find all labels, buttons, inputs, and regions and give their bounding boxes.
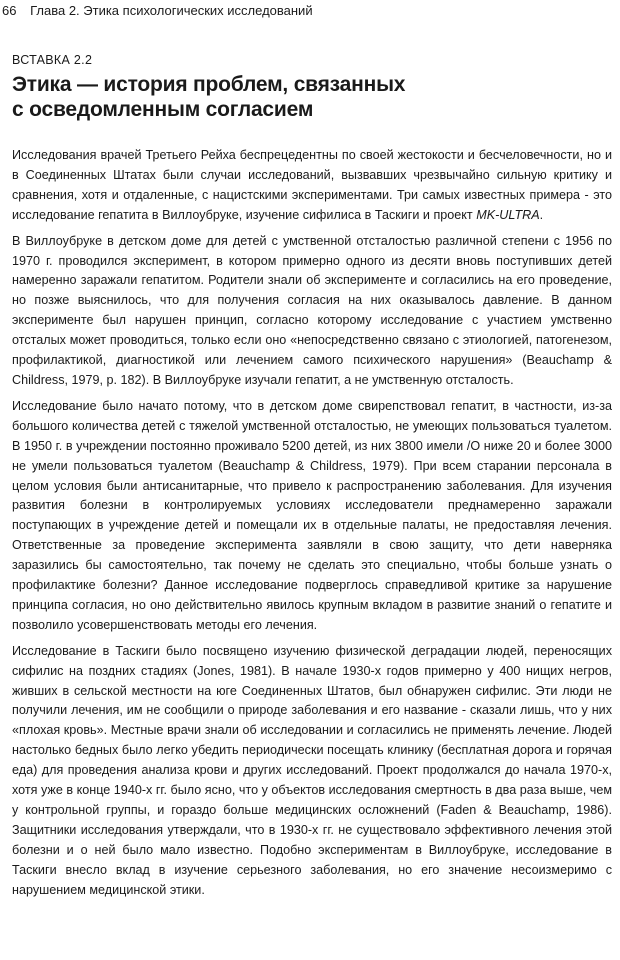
box-label: ВСТАВКА 2.2 [12,53,93,67]
paragraph [12,642,612,901]
paragraph [12,146,612,226]
body-text [12,146,612,901]
running-header [2,2,612,19]
paragraph [12,397,612,636]
running-title: Глава 2. Этика психологических исследований [30,3,313,18]
section-title-line: с осведомленным согласием [12,98,314,121]
paragraph-text: Исследование в Таскиги было посвящено изучению физической деградации людей, переносящих сифилис на поздних стадиях (Jones, 1981). В начале 1930-х годов примерно у 400 нищих негров, живших в сельской местности на юге Соединенных Штатов, был обнаружен сифилис. Эти люди не получили лечения, им не сообщили о природе заболевания и его название - сказали лишь, что у них «плохая кровь». Местные врачи знали об исследовании и согласились не применять лечение. Людей настолько бедных было легко убедить периодически посещать клинику (бесплатная дорога и горячая еда) для проведения анализа крови и других исследований. Проект продолжался до начала 1970-х, хотя уже в конце 1940-х гг. было ясно, что у объектов исследования смертность в два раза выше, чем у контрольной группы, и гораздо больше медицинских осложнений (Faden & Beauchamp, 1986). Защитники исследования утверждали, что в 1930-х гг. не существовало эффективного лечения этой болезни и о ней было мало известно. Подобно экспериментам в Виллоубруке, исследование в Таскиги внесло вклад в изучение серьезного заболевания, но его значение несоизмеримо с нарушением медицинской этики. [12,643,612,897]
page-number: 66 [2,3,17,18]
paragraph [12,232,612,391]
paragraph-tail: . [539,207,544,222]
paragraph-text: Исследование было начато потому, что в детском доме свирепствовал гепатит, в частности, из-за большого количества детей с тяжелой умственной отсталостью, не умеющих пользоваться туалетом. В 1950 г. в учреждении постоянно проживало 5200 детей, из них 3800 имели /О ниже 20 и более 3000 не умели пользоваться туалетом (Beauchamp & Childress, 1979). При всем старании персонала в целом условия были антисанитарные, что привело к распространению заболевания. Для изучения развития болезни в контролируемых условиях исследователи преднамеренно заражали поступающих в учреждение детей и помещали их в отдельные палаты, не предоставляя лечения. Ответственные за проведение эксперимента заявляли в свою защиту, что дети наверняка заразились бы самостоятельно, так почему не сделать это специально, чтобы больше узнать о профилактике болезни? Данное исследование подверглось справедливой критике за нарушение принципа согласия, но оно действительно явилось крупным вкладом в развитие знаний о гепатите и позволило усовершенствовать методы его лечения. [12,398,612,632]
italic-term: MK-ULTRA [476,207,540,222]
section-title [12,72,612,122]
section-title-line: Этика — история проблем, связанных [12,73,406,96]
paragraph-text: Исследования врачей Третьего Рейха беспрецедентны по своей жестокости и бесчеловечности, но и в Соединенных Штатах были случаи исследований, вызвавших чрезвычайно сильную критику и сравнения, хотя и отдаленные, с нацистскими экспериментами. Три самых известных примера - это исследование гепатита в Виллоубруке, изучение сифилиса в Таскиги и проект [12,148,612,222]
paragraph-text: В Виллоубруке в детском доме для детей с умственной отсталостью различной степени с 1956 по 1970 г. проводился эксперимент, в котором примерно одного из десяти вновь поступивших детей намеренно заражали гепатитом. Родители знали об эксперименте и согласились на его проведение, но позже выяснилось, что для получения согласия на них оказывалось давление. В данном эксперименте был нарушен принцип, согласно которому исследование с участием умственно отсталых может проводиться, только если оно «непосредственно связано с этиологией, патогенезом, профилактикой, диагностикой или лечением самого психического нарушения» (Beauchamp & Childress, 1979, p. 182). В Виллоубруке изучали гепатит, а не умственную отсталость. [12,233,612,387]
